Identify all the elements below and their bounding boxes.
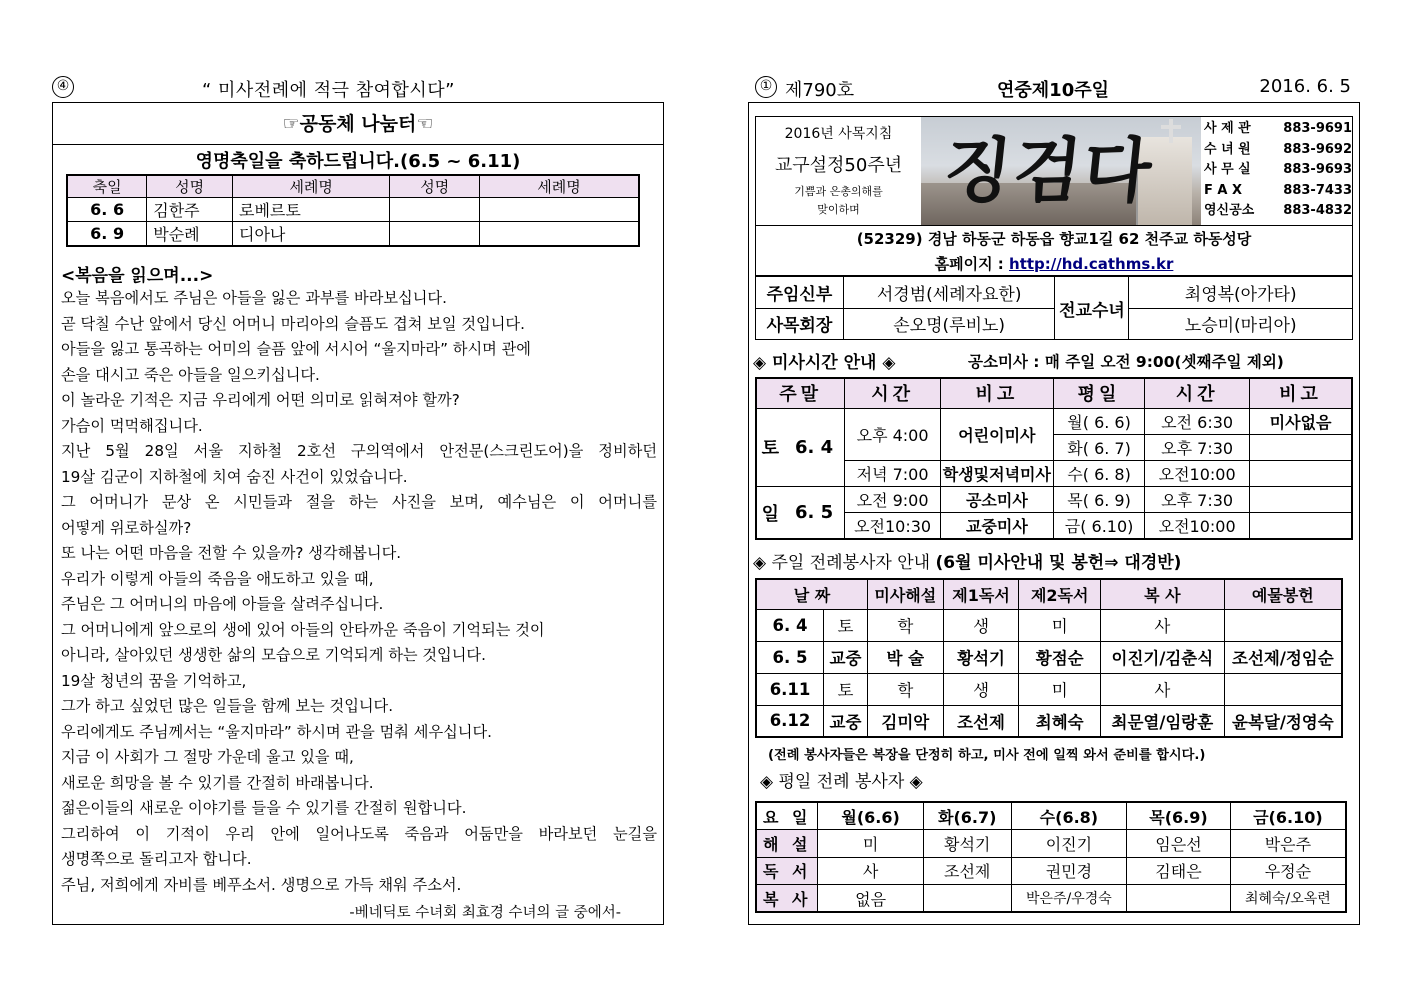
gospel-reflection-body <box>61 286 657 898</box>
table-cell: 디아나 <box>232 222 389 247</box>
table-cell: 없음 <box>818 885 924 913</box>
contact-label: 사 무 실 <box>1204 162 1251 177</box>
table-header-cell: 비고 <box>1250 378 1352 408</box>
guideline-subtitle: 기쁨과 은총의해를 <box>794 185 883 198</box>
table-header-cell: 주말 <box>756 378 845 408</box>
table-header-cell: 화(6.7) <box>923 802 1011 830</box>
text-line: 그가 하고 싶었던 많은 일들을 함께 보는 것입니다. <box>61 697 394 715</box>
table-header-cell: 성명 <box>147 175 233 198</box>
pastoral-guideline <box>756 117 921 225</box>
church-address: (52329) 경남 하동군 하동읍 향교1길 62 천주교 하동성당 <box>856 230 1252 248</box>
table-header-cell: 날 짜 <box>756 579 867 609</box>
contact-row <box>1204 181 1352 202</box>
left-page-box <box>52 102 664 925</box>
table-cell: 이진기/김춘식 <box>1101 641 1225 673</box>
church-photo <box>921 117 1201 225</box>
table-header-cell: 수(6.8) <box>1011 802 1127 830</box>
feast-day-table <box>66 174 640 247</box>
table-cell: 김미악 <box>867 705 943 737</box>
table-cell <box>390 222 480 247</box>
guideline-subtitle: 맞이하며 <box>817 203 860 216</box>
page-number: ④ <box>52 76 74 98</box>
gospel-source: -베네딕토 수녀회 최효경 수녀의 글 중에서- <box>349 905 621 921</box>
table-cell: 사 <box>1101 609 1225 641</box>
weekday-note <box>1250 434 1352 460</box>
table-header-cell: 시간 <box>845 378 940 408</box>
table-cell: 조선제 <box>943 705 1019 737</box>
table-header-cell: 세례명 <box>480 175 639 198</box>
mass-time-label: ◈ 미사시간 안내 ◈ <box>753 353 896 373</box>
text-line: 지금 이 사회가 그 절망 가운데 울고 있을 때, <box>61 748 354 766</box>
weekday-note <box>1250 513 1352 539</box>
table-header-cell: 목(6.9) <box>1127 802 1231 830</box>
table-row <box>756 513 1352 539</box>
table-cell: 6. 9 <box>67 222 147 247</box>
table-cell <box>1127 885 1231 913</box>
staff-name: 서경범(세례자요한) <box>843 277 1055 309</box>
table-cell: 6. 5 <box>756 641 824 673</box>
table-row <box>756 885 1346 913</box>
row-label: 해 설 <box>756 830 818 858</box>
sunday-servers-title: ◈ 주일 전례봉사자 안내 <box>753 553 931 573</box>
table-row <box>756 308 1353 340</box>
text-line: 어떻게 위로하실까? <box>61 518 192 537</box>
mass-note: 어린이미사 <box>940 408 1053 460</box>
table-header-cell: 복 사 <box>1101 579 1225 609</box>
table-row <box>756 705 1342 737</box>
mass-time: 오전 9:00 <box>845 487 940 513</box>
contact-label: 수 녀 원 <box>1204 141 1251 157</box>
weekday-date: 화( 6. 7) <box>1053 434 1144 460</box>
table-header-cell: 미사해설 <box>867 579 943 609</box>
text-line: 아니라, 살아있던 생생한 삶의 모습으로 기억되게 하는 것입니다. <box>61 646 486 664</box>
weekday-time: 오전10:00 <box>1145 513 1250 539</box>
contact-label: F A X <box>1204 182 1243 198</box>
staff-table <box>755 276 1353 340</box>
table-cell: 권민경 <box>1011 857 1127 885</box>
table-cell: 황석기 <box>923 830 1011 858</box>
text-line: 우리에게도 주님께서는 “울지마라” 하시며 관을 멈춰 세우십니다. <box>61 722 492 741</box>
contact-list <box>1204 119 1352 222</box>
mass-note: 공소미사 <box>940 487 1053 513</box>
contact-row <box>1204 160 1352 181</box>
table-cell: 윤복달/정영숙 <box>1224 705 1342 737</box>
table-cell: 사 <box>818 857 924 885</box>
table-cell: 학 <box>867 673 943 705</box>
weekend-day: 토 <box>756 408 784 487</box>
table-header-cell: 요 일 <box>756 802 818 830</box>
text-line: 지난 5월 28일 서울 지하철 2호선 구의역에서 안전문(스크린도어)을 정비하던 <box>61 442 657 460</box>
table-cell: 황점순 <box>1019 641 1101 673</box>
table-cell: 생 <box>943 673 1019 705</box>
gospel-reflection-title: <복음을 읽으며...> <box>61 266 214 286</box>
contact-number: 883-4832 <box>1283 203 1352 218</box>
table-cell: 6.12 <box>756 705 824 737</box>
table-header-row <box>67 175 639 198</box>
servers-reminder: (전례 봉사자들은 복장을 단정히 하고, 미사 전에 일찍 와서 준비를 합시다.) <box>768 748 1206 763</box>
table-cell: 생 <box>943 609 1019 641</box>
table-cell: 최혜숙 <box>1019 705 1101 737</box>
table-header-row <box>756 579 1342 609</box>
contact-label: 사 제 관 <box>1204 121 1251 136</box>
table-cell: 박순례 <box>147 222 233 247</box>
weekday-date: 목( 6. 9) <box>1053 487 1144 513</box>
homepage-link[interactable]: http://hd.cathms.kr <box>1009 255 1174 273</box>
table-header-cell: 세례명 <box>232 175 389 198</box>
left-page-header <box>52 76 664 102</box>
staff-label: 전교수녀 <box>1055 277 1129 340</box>
sunday-servers-note: (6월 미사안내 및 봉헌⇒ 대경반) <box>935 553 1182 573</box>
table-header-cell: 예물봉헌 <box>1224 579 1342 609</box>
table-cell: 이진기 <box>1011 830 1127 858</box>
text-line: 그 어머니에게 앞으로의 생에 있어 아들의 안타까운 죽음이 기억되는 것이 <box>61 620 545 639</box>
staff-name: 최영복(아가타) <box>1129 277 1353 309</box>
staff-name: 손오명(루비노) <box>843 308 1055 340</box>
liturgical-sunday: 연중제10주일 <box>997 80 1109 101</box>
row-label: 독 서 <box>756 857 818 885</box>
table-row <box>756 487 1352 513</box>
table-header-cell: 평일 <box>1053 378 1144 408</box>
table-header-cell: 시간 <box>1145 378 1250 408</box>
contact-number: 883-9693 <box>1283 162 1352 177</box>
mass-time: 오후 4:00 <box>845 408 940 460</box>
table-cell: 6. 6 <box>67 198 147 222</box>
guideline-year: 2016년 사목지침 <box>784 126 893 142</box>
table-row <box>756 460 1352 486</box>
community-section-title: ☞공동체 나눔터☜ <box>53 103 663 145</box>
table-cell: 6. 4 <box>756 609 824 641</box>
text-line: 우리가 이렇게 아들의 죽음을 애도하고 있을 때, <box>61 569 374 588</box>
table-cell: 임은선 <box>1127 830 1231 858</box>
table-cell: 교중 <box>824 705 868 737</box>
contact-row <box>1204 201 1352 222</box>
text-line: 또 나는 어떤 마음을 전할 수 있을까? 생각해봅니다. <box>61 544 402 562</box>
staff-name: 노승미(마리아) <box>1129 308 1353 340</box>
sunday-servers-table <box>755 578 1343 738</box>
text-line: 19살 김군이 지하철에 치여 숨진 사건이 있었습니다. <box>61 467 408 486</box>
table-cell <box>390 198 480 222</box>
mass-time-table <box>755 377 1353 540</box>
bulletin-title: 징검다리 <box>939 129 1158 212</box>
anniversary-text: 교구설정50주년 <box>774 155 903 176</box>
weekday-date: 월( 6. 6) <box>1053 408 1144 434</box>
table-cell <box>480 222 639 247</box>
table-header-cell: 월(6.6) <box>818 802 924 830</box>
table-cell: 우정순 <box>1230 857 1346 885</box>
mass-note: 학생및저녁미사 <box>940 460 1053 486</box>
table-cell: 6.11 <box>756 673 824 705</box>
table-cell: 학 <box>867 609 943 641</box>
table-cell: 조선제 <box>923 857 1011 885</box>
weekday-time: 오전 6:30 <box>1145 408 1250 434</box>
table-cell: 최문열/임랑훈 <box>1101 705 1225 737</box>
text-line: 그 어머니가 문상 온 시민들과 절을 하는 사진을 보며, 예수님은 이 어머니를 <box>61 493 657 511</box>
table-header-row <box>756 378 1352 408</box>
table-header-cell: 성명 <box>390 175 480 198</box>
contact-label: 영신공소 <box>1204 203 1255 218</box>
table-cell: 토 <box>824 673 868 705</box>
table-cell: 미 <box>818 830 924 858</box>
table-cell <box>1224 673 1342 705</box>
weekend-date: 6. 5 <box>784 487 845 539</box>
table-cell: 박 술 <box>867 641 943 673</box>
weekday-note <box>1250 487 1352 513</box>
table-header-cell: 금(6.10) <box>1230 802 1346 830</box>
table-row <box>756 673 1342 705</box>
table-cell: 교중 <box>824 641 868 673</box>
table-header-row <box>756 802 1346 830</box>
masthead <box>755 116 1353 226</box>
table-cell: 사 <box>1101 673 1225 705</box>
text-line: 곧 닥칠 수난 앞에서 당신 어머니 마리아의 슬픔도 겹쳐 보일 것입니다. <box>61 314 525 333</box>
page-number: ① <box>755 76 777 98</box>
text-line: 그리하여 이 기적이 우리 안에 일어나도록 죽음과 어둠만을 바라보던 눈길을 <box>61 824 657 843</box>
table-cell <box>480 198 639 222</box>
table-cell: 토 <box>824 609 868 641</box>
address-box <box>755 226 1353 276</box>
weekday-time: 오후 7:30 <box>1145 434 1250 460</box>
table-header-cell: 제2독서 <box>1019 579 1101 609</box>
contact-number: 883-9692 <box>1283 141 1352 157</box>
weekday-date: 금( 6.10) <box>1053 513 1144 539</box>
text-line: 이 놀라운 기적은 지금 우리에게 어떤 의미로 읽혀져야 할까? <box>61 391 460 409</box>
table-cell: 김태은 <box>1127 857 1231 885</box>
weekday-time: 오전10:00 <box>1145 460 1250 486</box>
weekend-day: 일 <box>756 487 784 539</box>
right-page-header <box>755 76 1353 102</box>
row-label: 복 사 <box>756 885 818 913</box>
weekday-date: 수( 6. 8) <box>1053 460 1144 486</box>
table-cell: 미 <box>1019 673 1101 705</box>
mass-note: 교중미사 <box>940 513 1053 539</box>
contact-number: 883-9691 <box>1283 121 1352 136</box>
homepage-label: 홈페이지 : <box>934 255 1010 273</box>
text-line: 가슴이 먹먹해집니다. <box>61 416 203 435</box>
text-line: 손을 대시고 죽은 아들을 일으키십니다. <box>61 365 320 384</box>
table-row <box>756 641 1342 673</box>
mission-mass-note: 공소미사 : 매 주일 오전 9:00(셋째주일 제외) <box>968 353 1284 371</box>
text-line: 주님, 저희에게 자비를 베푸소서. 생명으로 가득 채워 주소서. <box>61 875 462 894</box>
table-cell: 미 <box>1019 609 1101 641</box>
text-line: 오늘 복음에서도 주님은 아들을 잃은 과부를 바라보십니다. <box>61 289 447 307</box>
table-row <box>756 830 1346 858</box>
weekend-date: 6. 4 <box>784 408 845 487</box>
table-row <box>67 198 639 222</box>
page-slogan: “ 미사전례에 적극 참여합시다” <box>202 80 455 101</box>
sunday-servers-label <box>753 548 1181 573</box>
homepage-line <box>756 253 1352 274</box>
table-cell: 조선제/정임순 <box>1224 641 1342 673</box>
text-line: 19살 청년의 꿈을 기억하고, <box>61 671 247 690</box>
feast-day-title: 영명축일을 축하드립니다.(6.5 ~ 6.11) <box>195 151 521 172</box>
weekday-note <box>1250 460 1352 486</box>
text-line: 주님은 그 어머니의 마음에 아들을 살려주십니다. <box>61 595 384 613</box>
staff-label: 사목회장 <box>756 308 844 340</box>
table-cell: 로베르토 <box>232 198 389 222</box>
table-cell: 최혜숙/오옥련 <box>1230 885 1346 913</box>
table-header-cell: 비고 <box>940 378 1053 408</box>
text-line: 새로운 희망을 볼 수 있기를 간절히 바래봅니다. <box>61 773 374 792</box>
table-cell: 김한주 <box>147 198 233 222</box>
table-cell <box>1224 609 1342 641</box>
weekday-servers-table <box>755 801 1347 913</box>
weekday-servers-label: ◈ 평일 전례 봉사자 ◈ <box>760 772 923 792</box>
contact-row <box>1204 140 1352 161</box>
text-line: 생명쪽으로 돌리고자 합니다. <box>61 850 252 868</box>
contact-row <box>1204 119 1352 140</box>
weekday-time: 오후 7:30 <box>1145 487 1250 513</box>
table-header-cell: 제1독서 <box>943 579 1019 609</box>
mass-time: 저녁 7:00 <box>845 460 940 486</box>
table-row <box>756 277 1353 309</box>
table-row <box>756 857 1346 885</box>
table-cell <box>923 885 1011 913</box>
weekday-note: 미사없음 <box>1250 408 1352 434</box>
mass-time: 오전10:30 <box>845 513 940 539</box>
table-cell: 박은주 <box>1230 830 1346 858</box>
issue-number: 제790호 <box>785 80 855 101</box>
text-line: 젊은이들의 새로운 이야기를 들을 수 있기를 간절히 원합니다. <box>61 799 467 817</box>
table-row <box>756 609 1342 641</box>
issue-date: 2016. 6. 5 <box>1259 76 1351 97</box>
table-cell: 황석기 <box>943 641 1019 673</box>
table-cell: 박은주/우경숙 <box>1011 885 1127 913</box>
staff-label: 주임신부 <box>756 277 844 309</box>
text-line: 아들을 잃고 통곡하는 어미의 슬픔 앞에 서시어 “울지마라” 하시며 관에 <box>61 340 531 358</box>
table-row <box>756 408 1352 434</box>
contact-number: 883-7433 <box>1283 182 1352 198</box>
table-header-cell: 축일 <box>67 175 147 198</box>
table-row <box>67 222 639 247</box>
